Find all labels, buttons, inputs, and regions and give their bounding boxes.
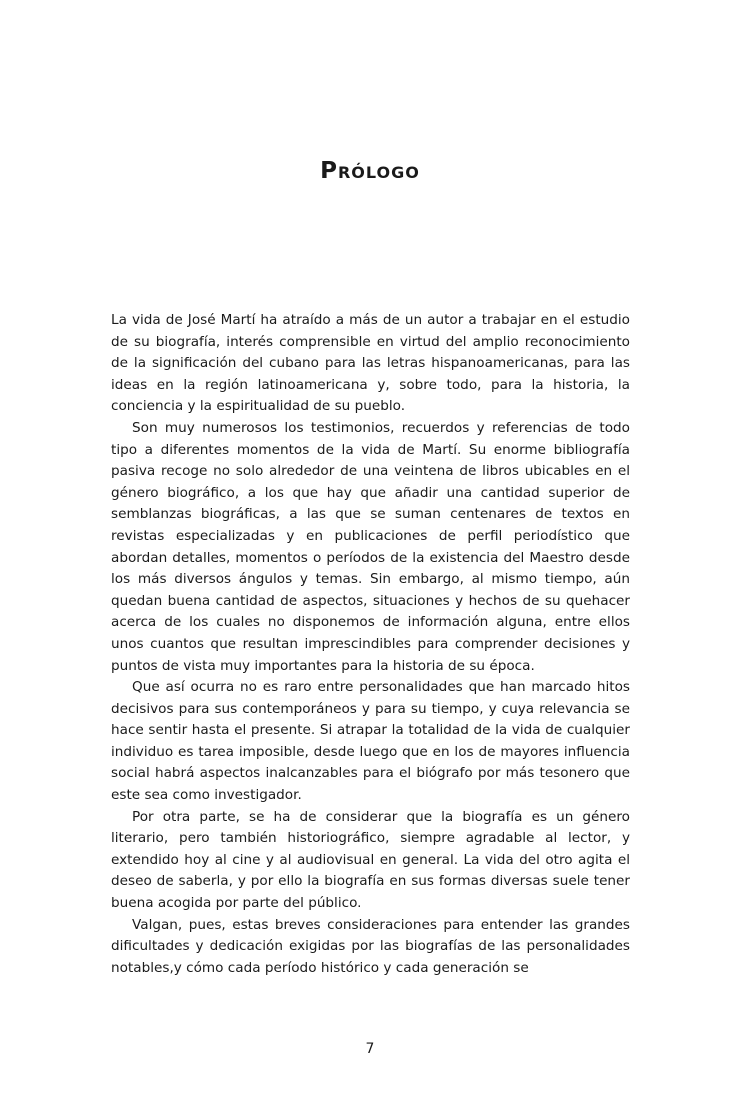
paragraph: Que así ocurra no es raro entre personalidades que han marcado hitos decisivos para sus contemporáneos y para su tiempo, y cuya relevancia se hace sentir hasta el presente. Si atrapar la totalidad de la vida de cualquier individuo es tarea imposible, desde luego que en los de mayores influencia social habrá aspectos inalcanzables para el biógrafo por más tesonero que este sea como investigador.: [111, 679, 630, 804]
body-text: [111, 310, 630, 979]
paragraph: La vida de José Martí ha atraído a más de un autor a trabajar en el estudio de su biografía, interés comprensible en virtud del amplio reconocimiento de la significación del cubano para las letras hispanoamericanas, para las ideas en la región latinoamericana y, sobre todo, para la historia, la conciencia y la espiritualidad de su pueblo.: [111, 312, 630, 415]
paragraph: Son muy numerosos los testimonios, recuerdos y referencias de todo tipo a diferentes momentos de la vida de Martí. Su enorme bibliografía pasiva recoge no solo alrededor de una veintena de libros ubicables en el género biográfico, a los que hay que añadir una cantidad superior de semblanzas biográficas, a las que se suman centenares de textos en revistas especializadas y en publicaciones de perfil periodístico que abordan detalles, momentos o períodos de la existencia del Maestro desde los más diversos ángulos y temas. Sin embargo, al mismo tiempo, aún quedan buena cantidad de aspectos, situaciones y hechos de su quehacer acerca de los cuales no disponemos de información alguna, entre ellos unos cuantos que resultan imprescindibles para comprender decisiones y puntos de vista muy importantes para la historia de su época.: [111, 419, 630, 674]
paragraph: Valgan, pues, estas breves consideraciones para entender las grandes dificultades y dedicación exigidas por las biografías de las personalidades notables,y cómo cada período histórico y cada generación se: [111, 916, 630, 976]
page-title: Prólogo: [320, 158, 420, 184]
paragraph: Por otra parte, se ha de considerar que la biografía es un género literario, pero también historiográfico, siempre agradable al lector, y extendido hoy al cine y al audiovisual en general. La vida del otro agita el deseo de saberla, y por ello la biografía en sus formas diversas suele tener buena acogida por parte del público.: [111, 808, 630, 912]
page-number: 7: [365, 1041, 375, 1057]
